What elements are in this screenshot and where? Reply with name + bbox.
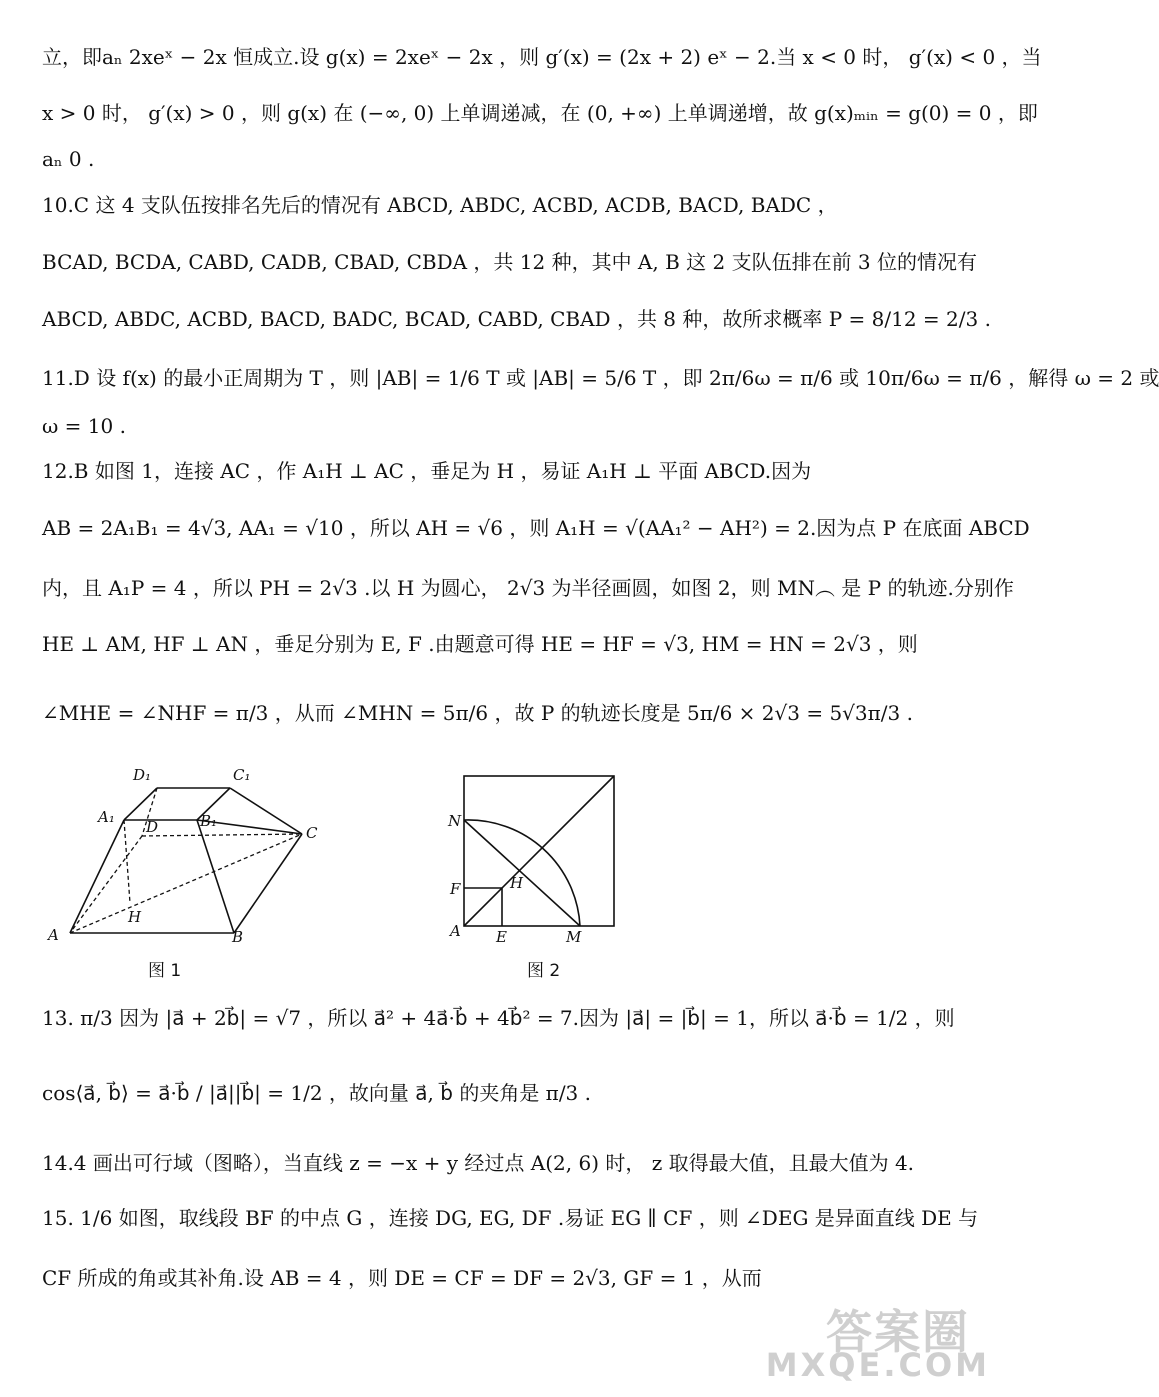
text-line-11: 内，且 A₁P = 4 ，所以 PH = 2√3 .以 H 为圆心， 2√3 为半径画圆，如图 2，则 MN︵ 是 P 的轨迹.分别作 (42, 576, 1014, 600)
text-line-4: 10.C 这 4 支队伍按排名先后的情况有 ABCD, ABDC, ACBD, ACDB, BACD, BADC ， (42, 193, 838, 217)
label-F: F (450, 880, 461, 898)
text-line-13: ∠MHE = ∠NHF = π/3 ，从而 ∠MHN = 5π/6 ，故 P 的轨迹长度是 5π/6 × 2√3 = 5√3π/3 . (42, 701, 913, 725)
text-line-7: 11.D 设 f(x) 的最小正周期为 T ，则 |AB| = 1/6 T 或 |AB| = 5/6 T ，即 2π/6ω = π/6 或 10π/6ω = π/6 ，解得 ω = 2 或 (42, 366, 1159, 390)
watermark-text: 答案圈 (826, 1305, 970, 1359)
figure-2-square-arc (440, 770, 620, 950)
text-line-3: aₙ 0 . (42, 147, 95, 171)
label-B1: B₁ (200, 812, 218, 830)
text-line-16: 14.4 画出可行域（图略），当直线 z = −x + y 经过点 A(2, 6) 时， z 取得最大值，且最大值为 4. (42, 1151, 915, 1175)
text-line-6: ABCD, ABDC, ACBD, BACD, BADC, BCAD, CABD, CBAD ，共 8 种，故所求概率 P = 8/12 = 2/3 . (42, 307, 991, 331)
text-line-12: HE ⊥ AM, HF ⊥ AN ，垂足分别为 E, F .由题意可得 HE = HF = √3, HM = HN = 2√3 ，则 (42, 632, 918, 656)
label-D1: D₁ (133, 766, 152, 784)
text-line-8: ω = 10 . (42, 414, 126, 438)
text-line-5: BCAD, BCDA, CABD, CADB, CBAD, CBDA ，共 12 种，其中 A, B 这 2 支队伍排在前 3 位的情况有 (42, 250, 978, 274)
text-line-10: AB = 2A₁B₁ = 4√3, AA₁ = √10 ，所以 AH = √6 ，则 A₁H = √(AA₁² − AH²) = 2.因为点 P 在底面 ABCD (42, 516, 1030, 540)
label-A: A (48, 926, 59, 944)
label-E: E (496, 928, 507, 946)
text-line-1: 立，即aₙ 2xeˣ − 2x 恒成立.设 g(x) = 2xeˣ − 2x ，则 g′(x) = (2x + 2) eˣ − 2.当 x < 0 时， g′(x) < 0 ，当 (42, 45, 1042, 69)
label-M: M (566, 928, 582, 946)
label-A1: A₁ (98, 808, 115, 826)
figure-2-caption: 图 2 (527, 961, 561, 981)
text-line-15: cos⟨a⃗, b⃗⟩ = a⃗·b⃗ / |a⃗||b⃗| = 1/2 ，故向量 a⃗, b⃗ 的夹角是 π/3 . (42, 1081, 591, 1105)
text-line-2: x > 0 时， g′(x) > 0 ，则 g(x) 在 (−∞, 0) 上单调递减，在 (0, +∞) 上单调递增，故 g(x)ₘᵢₙ = g(0) = 0 ，即 (42, 101, 1038, 125)
text-line-9: 12.B 如图 1，连接 AC ，作 A₁H ⊥ AC ，垂足为 H ，易证 A₁H ⊥ 平面 ABCD.因为 (42, 459, 812, 483)
label-C: C (306, 824, 318, 842)
text-line-18: CF 所成的角或其补角.设 AB = 4 ，则 DE = CF = DF = 2√3, GF = 1 ，从而 (42, 1266, 762, 1290)
watermark-logo (765, 1296, 990, 1391)
label-H2: H (510, 874, 524, 892)
label-H: H (128, 908, 142, 926)
label-C1: C₁ (233, 766, 251, 784)
watermark-url: MXQE.COM (765, 1346, 990, 1384)
figure-1-caption: 图 1 (148, 961, 182, 981)
text-line-17: 15. 1/6 如图，取线段 BF 的中点 G ，连接 DG, EG, DF .易证 EG ∥ CF ，则 ∠DEG 是异面直线 DE 与 (42, 1206, 979, 1230)
label-A2: A (450, 922, 461, 940)
text-line-14: 13. π/3 因为 |a⃗ + 2b⃗| = √7 ，所以 a⃗² + 4a⃗·b⃗ + 4b⃗² = 7.因为 |a⃗| = |b⃗| = 1，所以 a⃗·b⃗ = 1/2 ，则 (42, 1006, 955, 1030)
label-B: B (232, 928, 244, 946)
figure-1-frustum (40, 760, 340, 945)
label-N: N (448, 812, 462, 830)
label-D: D (146, 818, 159, 836)
